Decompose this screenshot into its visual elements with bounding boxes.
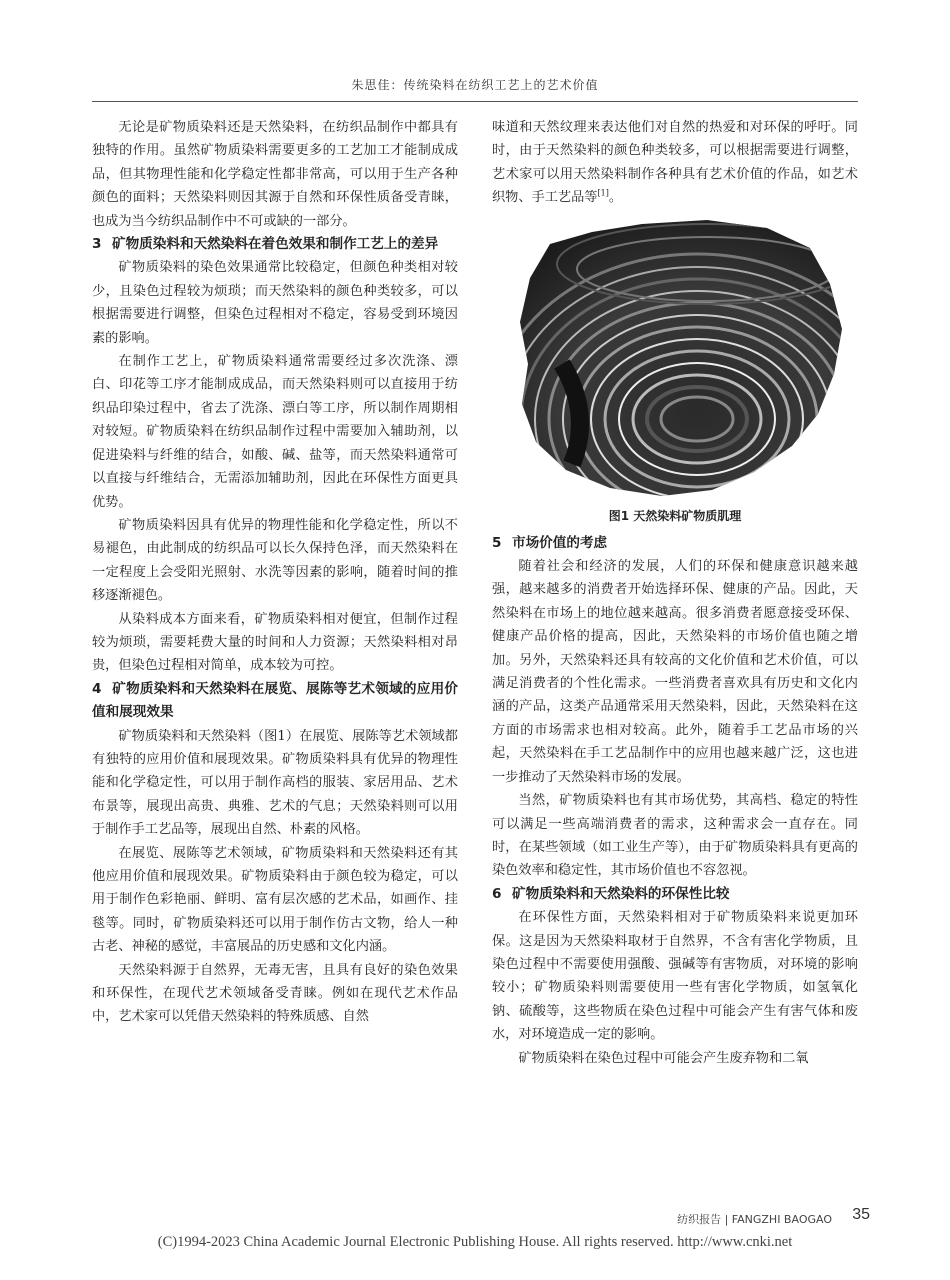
section-heading-3 (92, 233, 458, 256)
paragraph: 矿物质染料和天然染料（图1）在展览、展陈等艺术领域都有独特的应用价值和展现效果。矿物质染料具有优异的物理性能和化学稳定性，可以用于制作高档的服装、家居用品、艺术布景等，展现出高贵、典雅、艺术的气息；天然染料则可以用于制作手工艺品等，展现出自然、朴素的风格。 (92, 728, 458, 838)
section-heading-4 (92, 678, 458, 725)
section-title: 矿物质染料和天然染料在展览、展陈等艺术领域的应用价值和展现效果 (92, 680, 458, 721)
paragraph: 无论是矿物质染料还是天然染料，在纺织品制作中都具有独特的作用。虽然矿物质染料需要更多的工艺加工才能制成成品，但其物理性能和化学稳定性都非常高，可以用于生产各种颜色的面料；天然染料则因其源于自然和环保性质备受青睐，也成为当今纺织品制作中不可或缺的一部分。 (92, 120, 458, 229)
paragraph: 在制作工艺上，矿物质染料通常需要经过多次洗涤、漂白、印花等工序才能制成成品，而天然染料则可以直接用于纺织品印染过程中，省去了洗涤、漂白等工序，所以制作周期相对较短。矿物质染料在纺织品制作过程中需要加入辅助剂，以促进染料与纤维的结合，如酸、碱、盐等，而天然染料通常可以直接与纤维结合，无需添加辅助剂，因此在环保性方面更具优势。 (92, 354, 458, 510)
section-title: 矿物质染料和天然染料的环保性比较 (512, 885, 730, 902)
section-number: 5 (492, 534, 502, 551)
copyright-notice: (C)1994-2023 China Academic Journal Electronic Publishing House. All rights reserved. http://www.cnki.net (157, 1234, 793, 1250)
paragraph: 天然染料源于自然界，无毒无害，且具有良好的染色效果和环保性，在现代艺术领域备受青睐。例如在现代艺术作品中，艺术家可以凭借天然染料的特殊质感、自然 (92, 962, 458, 1025)
paragraph: 矿物质染料的染色效果通常比较稳定，但颜色种类相对较少，且染色过程较为烦琐；而天然染料的颜色种类较多，可以根据需要进行调整，但染色过程相对不稳定，容易受到环境因素的影响。 (92, 260, 458, 346)
section-number: 4 (92, 680, 102, 697)
paragraph: 味道和天然纹理来表达他们对自然的热爱和对环保的呼吁。同时，由于天然染料的颜色种类较多，可以根据需要进行调整，艺术家可以用天然染料制作各种具有艺术价值的作品，如艺术织物、手工艺品等[1]。 (492, 120, 858, 206)
paragraph: 在环保性方面，天然染料相对于矿物质染料来说更加环保。这是因为天然染料取材于自然界，不含有害化学物质，且染色过程中不需要使用强酸、强碱等有害物质，对环境的影响较小；矿物质染料则需要使用一些有害化学物质，如氢氧化钠、硫酸等，这些物质在染色过程中可能会产生有害气体和废水，对环境造成一定的影响。 (492, 910, 858, 1043)
citation: [1] (597, 188, 609, 198)
running-header: 朱思佳：传统染料在纺织工艺上的艺术价值 (351, 78, 599, 92)
section-number: 6 (492, 885, 502, 902)
header-rule (92, 101, 858, 102)
section-title: 矿物质染料和天然染料在着色效果和制作工艺上的差异 (112, 236, 439, 253)
mineral-texture-image (492, 214, 858, 500)
left-column (92, 116, 458, 1029)
paragraph: 矿物质染料因具有优异的物理性能和化学稳定性，所以不易褪色，由此制成的纺织品可以长久保持色泽，而天然染料在一定程度上会受阳光照射、水洗等因素的影响，随着时间的推移逐渐褪色。 (92, 517, 458, 604)
section-title: 市场价值的考虑 (512, 534, 608, 551)
paragraph: 从染料成本方面来看，矿物质染料相对便宜，但制作过程较为烦琐，需要耗费大量的时间和人力资源；天然染料相对昂贵，但染色过程相对简单，成本较为可控。 (92, 611, 458, 674)
section-heading-5 (492, 532, 858, 555)
journal-name: 纺织报告 | FANGZHI BAOGAO (677, 1213, 832, 1226)
section-heading-6 (492, 883, 858, 906)
paragraph: 当然，矿物质染料也有其市场优势，其高档、稳定的特性可以满足一些高端消费者的需求，这种需求会一直存在。同时，在某些领域（如工业生产等），由于矿物质染料具有更高的染色效率和稳定性，其市场价值也不容忽视。 (492, 793, 858, 879)
paragraph: 矿物质染料在染色过程中可能会产生废弃物和二氧 (518, 1050, 809, 1066)
paragraph: 随着社会和经济的发展，人们的环保和健康意识越来越强，越来越多的消费者开始选择环保、健康的产品。因此，天然染料在市场上的地位越来越高。很多消费者愿意接受环保、健康产品价格的提高，因此，天然染料的市场价值也随之增加。另外，天然染料还具有较高的文化价值和艺术价值，可以满足消费者的个性化需求。一些消费者喜欢具有历史和文化内涵的产品，这类产品通常采用天然染料，因此，天然染料在这方面的市场需求也相对较高。此外，随着手工艺品市场的兴起，天然染料在手工艺品制作中的应用也越来越广泛，这也进一步推动了天然染料市场的发展。 (492, 559, 858, 785)
page-number: 35 (852, 1206, 870, 1223)
paragraph: 在展览、展陈等艺术领域，矿物质染料和天然染料还有其他应用价值和展现效果。矿物质染料由于颜色较为稳定，可以用于制作色彩艳丽、鲜明、富有层次感的艺术品，如画作、挂毯等。同时，矿物质染料还可以用于制作仿古文物，给人一种古老、神秘的感觉，丰富展品的历史感和文化内涵。 (92, 845, 458, 955)
right-column (492, 116, 858, 1070)
figure-1 (492, 214, 858, 526)
section-number: 3 (92, 236, 102, 253)
figure-caption: 图1 天然染料矿物质肌理 (608, 508, 742, 523)
